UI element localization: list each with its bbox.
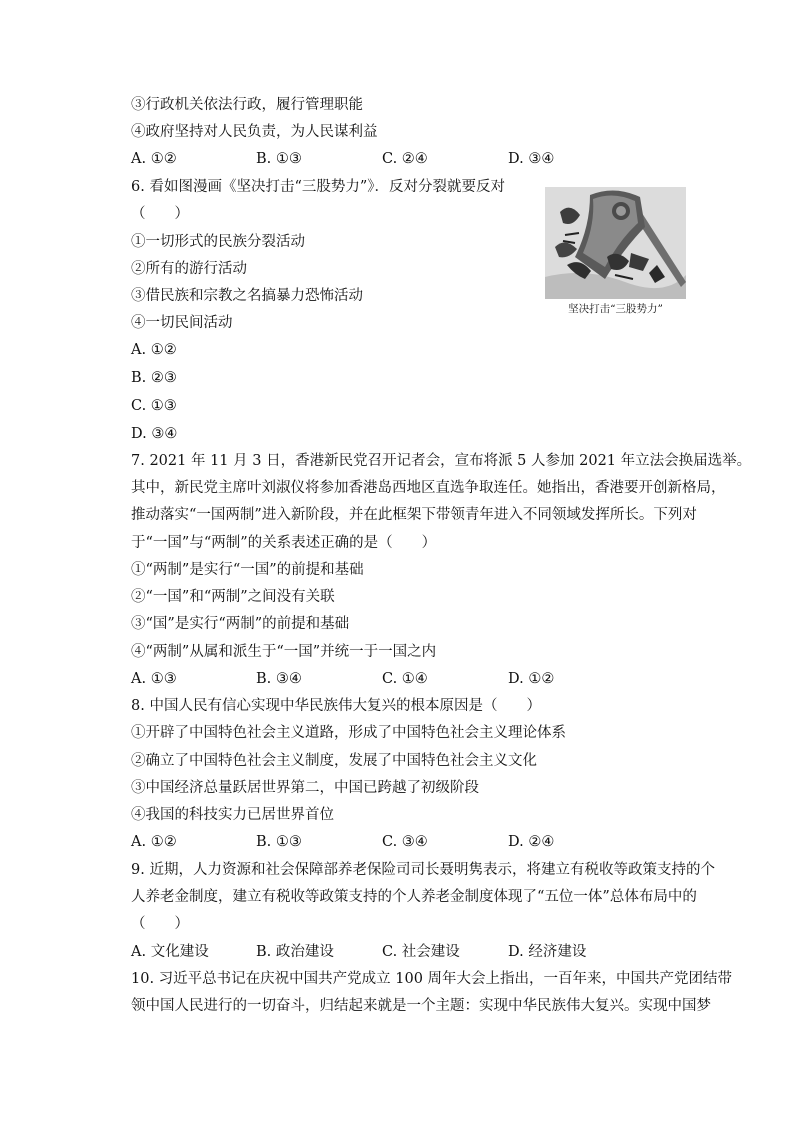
q7-item-2: ②“一国”和“两制”之间没有关联: [131, 589, 335, 605]
item-4: ④政府坚持对人民负责，为人民谋利益: [131, 124, 378, 140]
q6-option-c: C. ①③: [131, 398, 177, 414]
q9-option-c: C. 社会建设: [382, 944, 460, 960]
q7-stem-line-3: 推动落实“一国两制”进入新阶段，并在此框架下带领青年进入不同领域发挥所长。下列对: [131, 507, 697, 523]
q7-item-3: ③“国”是实行“两制”的前提和基础: [131, 616, 350, 632]
q8-option-b: B. ①③: [256, 834, 302, 850]
q6-item-4: ④一切民间活动: [131, 315, 233, 331]
q6-option-d: D. ③④: [131, 426, 178, 442]
q6-option-a: A. ①②: [131, 342, 177, 358]
q9-stem-line-1: 9. 近期，人力资源和社会保障部养老保险司司长聂明隽表示，将建立有税收等政策支持的个: [131, 862, 715, 878]
q6-item-1: ①一切形式的民族分裂活动: [131, 234, 305, 250]
q10-stem-line-2: 领中国人民进行的一切奋斗，归结起来就是一个主题：实现中华民族伟大复兴。实现中国梦: [131, 998, 711, 1014]
q7-option-b: B. ③④: [256, 671, 302, 687]
q7-option-d: D. ①②: [508, 671, 555, 687]
q8-item-1: ①开辟了中国特色社会主义道路，形成了中国特色社会主义理论体系: [131, 725, 566, 741]
q6-answer-blank: （ ）: [131, 206, 189, 222]
q8-option-a: A. ①②: [131, 834, 177, 850]
q7-option-c: C. ①④: [382, 671, 428, 687]
q7-stem-line-1: 7. 2021 年 11 月 3 日，香港新民党召开记者会，宣布将派 5 人参加 2021 年立法会换届选举。: [131, 453, 752, 469]
q7-option-a: A. ①③: [131, 671, 177, 687]
q9-option-b: B. 政治建设: [256, 944, 334, 960]
cartoon-figure: [545, 187, 686, 322]
q7-stem-line-4: 于“一国”与“两制”的关系表述正确的是（ ）: [131, 535, 437, 551]
item-3: ③行政机关依法行政，履行管理职能: [131, 97, 363, 113]
q6-option-b: B. ②③: [131, 370, 177, 386]
q6-item-3: ③借民族和宗教之名搞暴力恐怖活动: [131, 288, 363, 304]
q8-option-d: D. ②④: [508, 834, 555, 850]
figure-caption: 坚决打击“三股势力”: [568, 303, 663, 315]
q7-item-1: ①“两制”是实行“一国”的前提和基础: [131, 562, 364, 578]
cartoon-image: [545, 187, 686, 299]
q8-stem: 8. 中国人民有信心实现中华民族伟大复兴的根本原因是（ ）: [131, 698, 541, 714]
q8-item-4: ④我国的科技实力已居世界首位: [131, 807, 334, 823]
q6-stem: 6. 看如图漫画《坚决打击“三股势力”》．反对分裂就要反对: [131, 179, 506, 195]
option-a: A. ①②: [131, 151, 177, 167]
option-b: B. ①③: [256, 151, 302, 167]
q10-stem-line-1: 10. 习近平总书记在庆祝中国共产党成立 100 周年大会上指出，一百年来，中国共产党团结带: [131, 971, 733, 987]
q8-option-c: C. ③④: [382, 834, 428, 850]
option-d: D. ③④: [508, 151, 555, 167]
q6-item-2: ②所有的游行活动: [131, 261, 247, 277]
q9-option-a: A. 文化建设: [131, 944, 209, 960]
option-c: C. ②④: [382, 151, 428, 167]
q7-item-4: ④“两制”从属和派生于“一国”并统一于一国之内: [131, 644, 437, 660]
q8-item-2: ②确立了中国特色社会主义制度，发展了中国特色社会主义文化: [131, 753, 537, 769]
q7-stem-line-2: 其中，新民党主席叶刘淑仪将参加香港岛西地区直选争取连任。她指出，香港要开创新格局，: [131, 480, 726, 496]
q9-option-d: D. 经济建设: [508, 944, 587, 960]
q9-stem-line-3: （ ）: [131, 916, 189, 932]
q8-item-3: ③中国经济总量跃居世界第二，中国已跨越了初级阶段: [131, 780, 479, 796]
q9-stem-line-2: 人养老金制度，建立有税收等政策支持的个人养老金制度体现了“五位一体”总体布局中的: [131, 889, 697, 905]
